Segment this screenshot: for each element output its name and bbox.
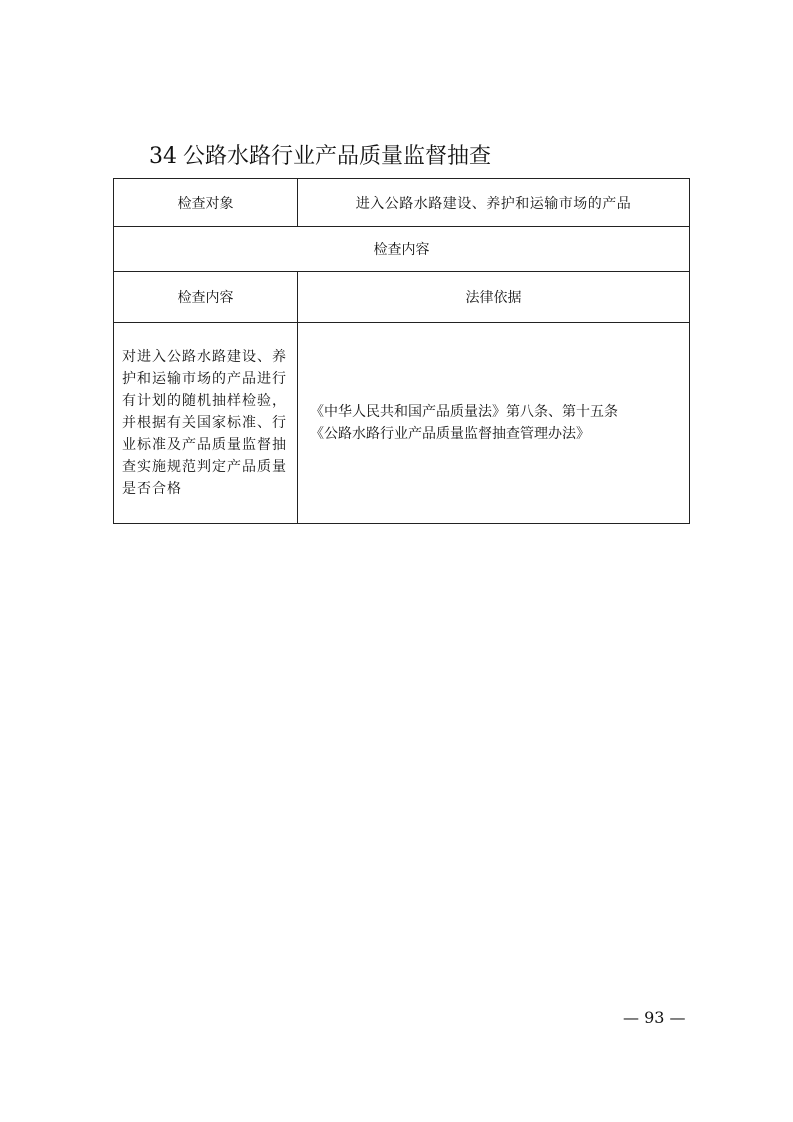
column-header-basis: 法律依据: [298, 272, 690, 323]
table-row: [114, 323, 690, 524]
section-header-row: [114, 227, 690, 272]
target-row: [114, 179, 690, 227]
page-title: [149, 142, 491, 172]
section-number: 34: [149, 144, 177, 169]
inspection-content: 对进入公路水路建设、养护和运输市场的产品进行有计划的随机抽样检验，并根据有关国家标准、行业标准及产品质量监督抽查实施规范判定产品质量是否合格: [114, 323, 298, 524]
page-number: — 93 —: [623, 1008, 686, 1027]
legal-basis-line: 《公路水路行业产品质量监督抽查管理办法》: [310, 426, 590, 442]
legal-basis: [298, 323, 690, 524]
column-header-row: [114, 272, 690, 323]
target-value: 进入公路水路建设、养护和运输市场的产品: [298, 179, 690, 227]
section-header: 检查内容: [114, 227, 690, 272]
target-label: 检查对象: [114, 179, 298, 227]
inspection-table: [113, 178, 690, 524]
legal-basis-line: 《中华人民共和国产品质量法》第八条、第十五条: [310, 404, 618, 420]
column-header-content: 检查内容: [114, 272, 298, 323]
section-title: 公路水路行业产品质量监督抽查: [183, 144, 492, 169]
